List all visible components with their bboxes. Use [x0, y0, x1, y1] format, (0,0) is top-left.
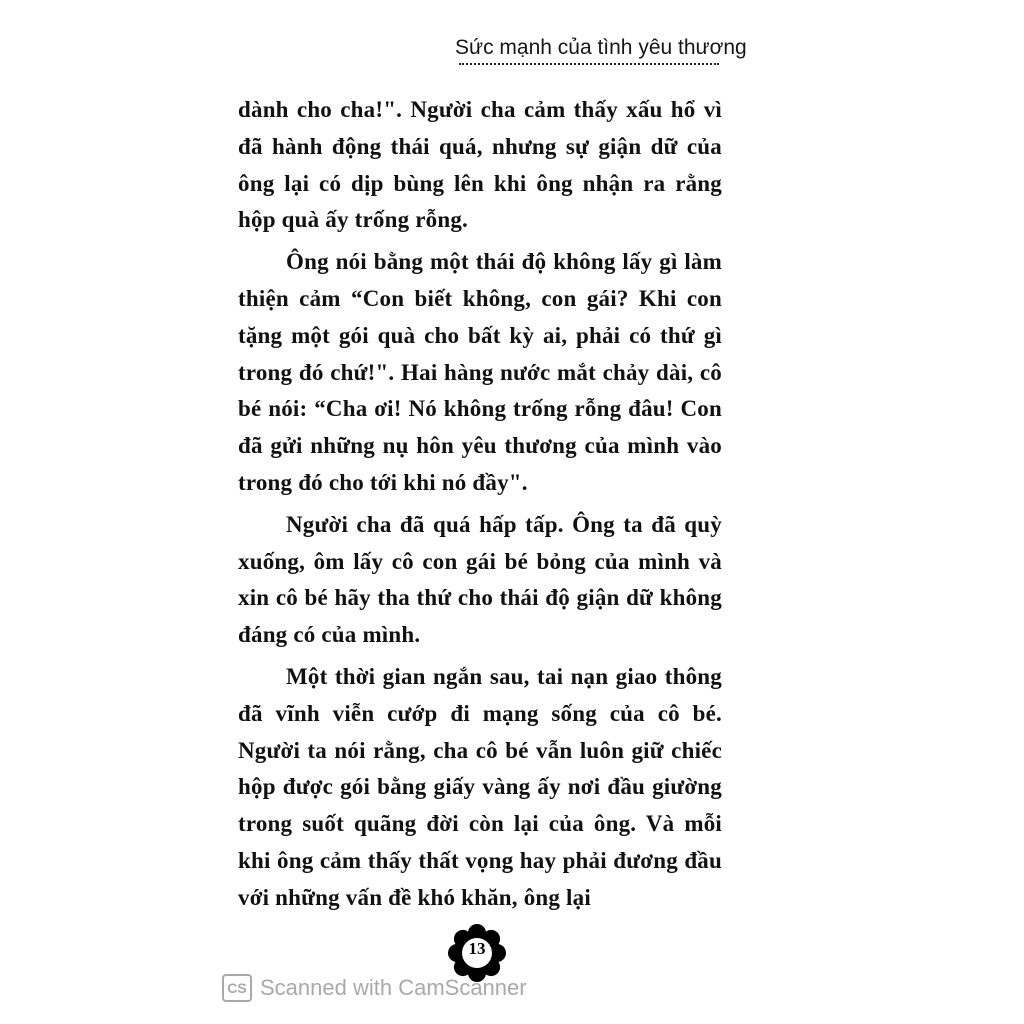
header-dotted-rule	[459, 63, 719, 65]
paragraph: Ông nói bằng một thái độ không lấy gì làm thiện cảm “Con biết không, con gái? Khi con tặng một gói quà cho bất kỳ ai, phải có thứ gì trong đó chứ!". Hai hàng nước mắt chảy dài, cô bé nói: “Cha ơi! Nó không trống rỗng đâu! Con đã gửi những nụ hôn yêu thương của mình vào trong đó cho tới khi nó đầy".	[238, 249, 722, 495]
paragraph: Người cha đã quá hấp tấp. Ông ta đã quỳ xuống, ôm lấy cô con gái bé bỏng của mình và xin cô bé hãy tha thứ cho thái độ giận dữ không đáng có của mình.	[238, 511, 722, 648]
watermark-text: Scanned with CamScanner	[260, 975, 527, 1000]
paragraph: Một thời gian ngắn sau, tai nạn giao thông đã vĩnh viễn cướp đi mạng sống của cô bé. Người ta nói rằng, cha cô bé vẫn luôn giữ chiếc hộp được gói bằng giấy vàng ấy nơi đầu giường trong suốt quãng đời còn lại của ông. Và mỗi khi ông cảm thấy thất vọng hay phải đương đầu với những vấn đề khó khăn, ông lại	[238, 663, 722, 910]
paragraph: dành cho cha!". Người cha cảm thấy xấu hổ vì đã hành động thái quá, nhưng sự giận dữ của ông lại có dịp bùng lên khi ông nhận ra rằng hộp quà ấy trống rỗng.	[238, 97, 722, 233]
camscanner-logo-icon: CS	[222, 974, 252, 1002]
running-header: Sức mạnh của tình yêu thương	[455, 36, 747, 59]
camscanner-watermark	[222, 974, 527, 1002]
page-number: 13	[468, 939, 486, 958]
body-text	[238, 92, 722, 922]
